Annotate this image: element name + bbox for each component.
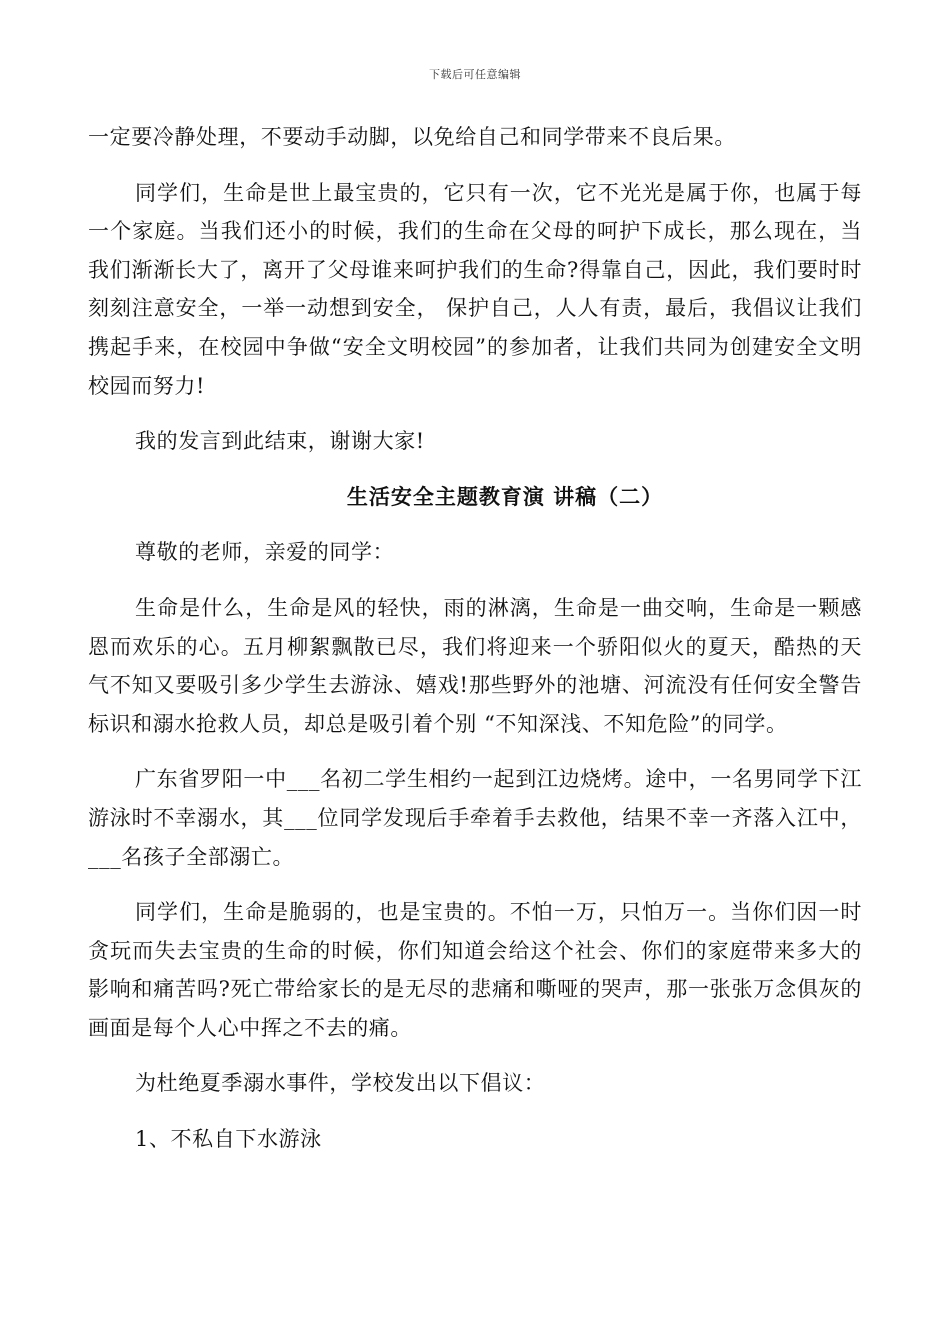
- paragraph-proposal-intro: 为杜绝夏季溺水事件，学校发出以下倡议：: [135, 1071, 546, 1096]
- section-title: 生活安全主题教育演 讲稿（二）: [346, 483, 664, 509]
- paragraph-continuation: 一定要冷静处理，不要动手动脚，以免给自己和同学带来不良后果。: [88, 125, 736, 149]
- paragraph-incident: 广东省罗阳一中___名初二学生相约一起到江边烧烤。途中，一名男同学下江游泳时不幸溺水，其___位同学发现后手牵着手去救他，结果不幸一齐落入江中，___名孩子全部溺亡。: [88, 767, 862, 869]
- paragraph-life-fragile: 同学们，生命是脆弱的，也是宝贵的。不怕一万，只怕万一。当你们因一时贪玩而失去宝贵的生命的时候，你们知道会给这个社会、你们的家庭带来多大的影响和痛苦吗?死亡带给家长的是无尽的悲痛和嘶哑的哭声，那一张张万念俱灰的画面是每个人心中挥之不去的痛。: [88, 900, 862, 1040]
- paragraph-greeting: 尊敬的老师，亲爱的同学：: [135, 540, 395, 565]
- document-body: [88, 118, 862, 1159]
- paragraph-what-is-life: 生命是什么，生命是风的轻快，雨的淋漓，生命是一曲交响，生命是一颗感恩而欢乐的心。五月柳絮飘散已尽，我们将迎来一个骄阳似火的夏天，酷热的天气不知又要吸引多少学生去游泳、嬉戏!那些野外的池塘、河流没有任何安全警告标识和溺水抢救人员，却总是吸引着个别 “不知深浅、不知危险”的同学。: [88, 595, 862, 736]
- paragraph-closing: 我的发言到此结束，谢谢大家!: [135, 429, 425, 454]
- paragraph-life-precious: 同学们，生命是世上最宝贵的，它只有一次，它不光光是属于你，也属于每一个家庭。当我们还小的时候，我们的生命在父母的呵护下成长，那么现在，当我们渐渐长大了，离开了父母谁来呵护我们的生命?得靠自己，因此，我们要时时刻刻注意安全，一举一动想到安全， 保护自己，人人有责，最后，我倡议让我们携起手来，在校园中争做“安全文明校园”的参加者，让我们共同为创建安全文明校园而努力!: [88, 180, 862, 398]
- proposal-item-1: 1、不私自下水游泳: [135, 1127, 322, 1152]
- page-header: 下载后可任意编辑: [429, 68, 521, 81]
